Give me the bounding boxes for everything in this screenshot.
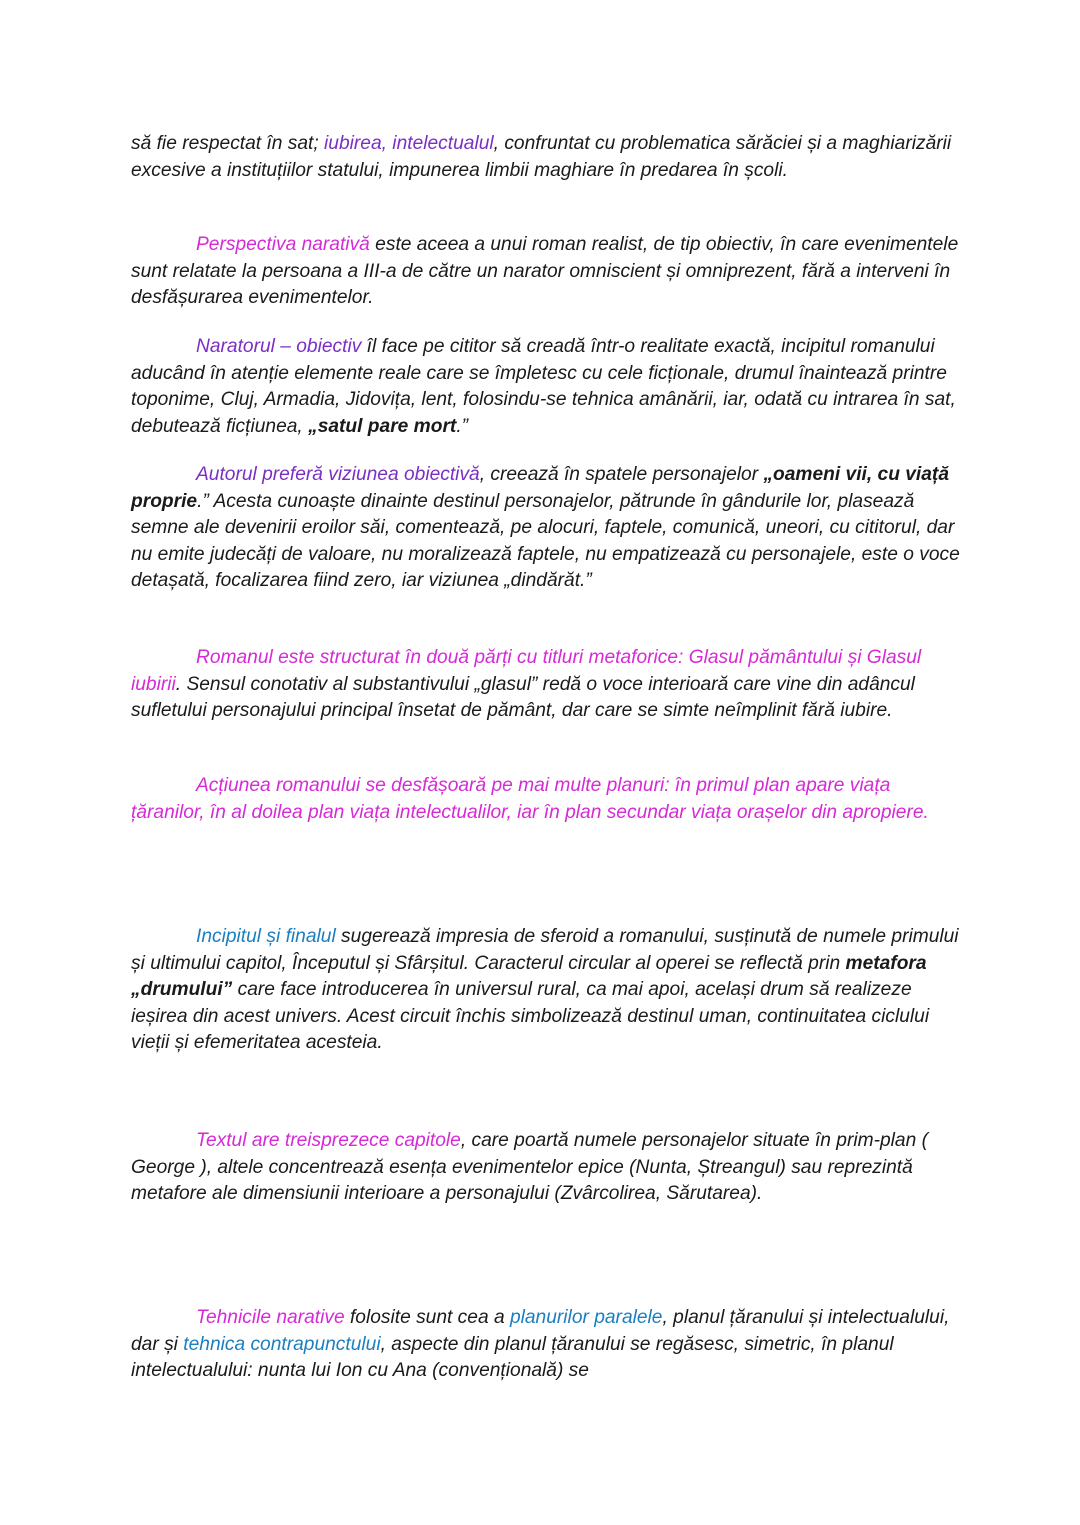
paragraph-capitole (131, 1128, 961, 1208)
highlighted-term: Naratorul – obiectiv (196, 336, 362, 357)
paragraph-intro-continuation (131, 131, 961, 184)
highlighted-term: Textul are treisprezece capitole (196, 1130, 461, 1151)
paragraph-naratorul-obiectiv (131, 334, 961, 440)
body-text: , creează în spatele personajelor (479, 464, 764, 485)
highlighted-term: planurilor paralele (509, 1307, 663, 1328)
highlighted-term: Incipitul și finalul (196, 926, 336, 947)
emphasized-text: „satul pare mort (308, 415, 457, 437)
paragraph-perspectiva-narativa (131, 232, 961, 312)
body-text: , aspecte din planul țăranului se regăsesc, simetric, în planul intelectualului: nunta lui Ion cu Ana (convențională) se (131, 1333, 894, 1382)
highlighted-term: Tehnicile narative (196, 1307, 345, 1328)
highlighted-term: iubirea, intelectualul (324, 133, 494, 154)
paragraph-autorul-viziunea (131, 462, 961, 595)
body-text: . Sensul conotativ al substantivului „glasul” redă o voce interioară care vine din adâncul sufletului personajului principal însetat de pământ, dar care se simte neîmplinit fără iubire. (131, 673, 915, 722)
body-text: să fie respectat în sat; (131, 133, 325, 154)
body-text: , planul țăranului și intelectualului, dar și (131, 1307, 950, 1355)
paragraph-structura-romanului (131, 645, 961, 725)
highlighted-term: Autorul preferă viziunea obiectivă (196, 464, 480, 485)
emphasized-text: metafora „drumului” (131, 952, 927, 1001)
body-text: , care poartă numele personajelor situate în prim-plan ( George ), altele concentrează esența evenimentelor epice (Nunta, Ștreangul) sau reprezintă metafore ale dimensiunii interioare a personajului (Zvârcolirea, Sărutarea). (131, 1130, 928, 1205)
highlighted-term: tehnica contrapunctului (183, 1333, 381, 1355)
body-text: care face introducerea în universul rural, ca mai apoi, același drum să realizeze ieșirea din acest univers. Acest circuit închis simbolizează destinul uman, continuitatea ciclului vieții și efemeritatea acesteia. (131, 979, 930, 1054)
body-text: folosite sunt cea a (344, 1307, 510, 1328)
body-text: .” (456, 415, 469, 437)
highlighted-term: Romanul este structurat în două părți cu titluri metaforice: Glasul pământului și Glasul iubirii (131, 647, 922, 695)
paragraph-tehnici-narative (131, 1305, 961, 1385)
body-text: , confruntat cu problematica sărăciei și a maghiarizării excesive a instituțiilor statului, impunerea limbii maghiare în predarea în școli. (131, 133, 952, 181)
highlighted-term: Perspectiva narativă (196, 234, 370, 255)
body-text: sugerează impresia de sferoid a romanului, susținută de numele primului și ultimului capitol, Începutul și Sfârșitul. Caracterul circular al operei se reflectă prin (131, 926, 959, 974)
paragraph-actiunea-romanului (131, 773, 961, 826)
body-text: este aceea a unui roman realist, de tip obiectiv, în care evenimentele sunt relatate la persoana a III-a de către un narator omniscient și omniprezent, fără a interveni în desfășurarea evenimentelor. (131, 234, 959, 309)
paragraph-incipit-final (131, 924, 961, 1057)
highlighted-term: Acțiunea romanului se desfășoară pe mai multe planuri: în primul plan apare viața țăranilor, în al doilea plan viața intelectualilor, iar în plan secundar viața orașelor din apropiere. (131, 775, 929, 823)
body-text: îl face pe cititor să creadă într-o realitate exactă, incipitul romanului aducând în atenție elemente reale care se împletesc cu cele ficționale, drumul înaintează printre toponime, Cluj, Armadia, Jidovița, lent, folosindu-se tehnica amânării, iar, odată cu intrarea în sat, debutează ficțiunea, (131, 336, 956, 437)
emphasized-text: „oameni vii, cu viață proprie (131, 464, 949, 512)
body-text: .” Acesta cunoaște dinainte destinul personajelor, pătrunde în gândurile lor, plasează semne ale devenirii eroilor săi, comentează, pe alocuri, faptele, comunică, uneori, cu cititorul, dar nu emite judecăți de valoare, nu moralizează faptele, nu empatizează cu personajele, este o voce detașată, focalizarea fiind zero, iar viziunea „dindărăt.” (131, 490, 960, 592)
